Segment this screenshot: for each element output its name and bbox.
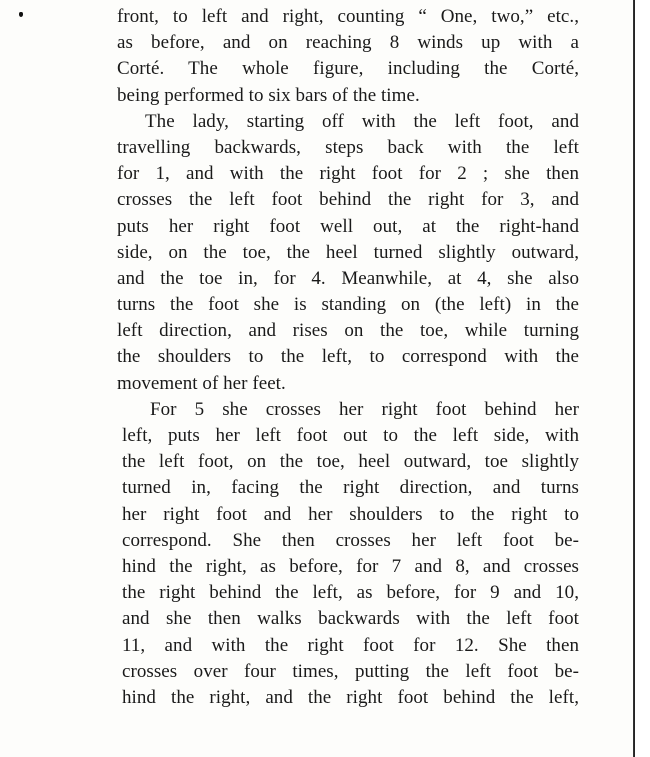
text-line: side, on the toe, the heel turned slightly outward, <box>117 241 579 263</box>
text-line: correspond. She then crosses her left foot be- <box>122 529 579 551</box>
paragraph-2 <box>117 109 579 397</box>
text-line: 11, and with the right foot for 12. She then <box>122 634 579 656</box>
text-line: her right foot and her shoulders to the right to <box>122 503 579 525</box>
text-line: hind the right, and the right foot behind the left, <box>122 686 579 708</box>
text-line: for 1, and with the right foot for 2 ; she then <box>117 163 579 185</box>
text-line: The lady, starting off with the left foot, and <box>145 110 579 132</box>
text-line: left, puts her left foot out to the left side, with <box>122 425 579 446</box>
text-line: the right behind the left, as before, for 9 and 10, <box>122 582 579 604</box>
text-line: crosses over four times, putting the left foot be- <box>122 660 579 682</box>
text-line: left direction, and rises on the toe, while turning <box>117 320 579 342</box>
text-line: and the toe in, for 4. Meanwhile, at 4, she also <box>117 267 579 289</box>
text-line: being performed to six bars of the time. <box>117 84 420 106</box>
text-line: crosses the left foot behind the right for 3, and <box>117 189 579 211</box>
text-line: hind the right, as before, for 7 and 8, and crosses <box>122 555 579 577</box>
text-line: puts her right foot well out, at the right-hand <box>117 215 579 237</box>
text-line: turned in, facing the right direction, and turns <box>122 477 579 499</box>
paragraph-1 <box>117 4 579 109</box>
text-line: turns the foot she is standing on (the left) in the <box>117 294 579 316</box>
text-line: Corté. The whole figure, including the Corté, <box>117 58 579 80</box>
ink-speck <box>19 12 23 17</box>
text-line: the shoulders to the left, to correspond with the <box>117 346 579 368</box>
text-line: as before, and on reaching 8 winds up with a <box>117 32 579 54</box>
text-line: and she then walks backwards with the left foot <box>122 608 579 630</box>
text-line: front, to left and right, counting “ One, two,” etc., <box>117 6 579 27</box>
text-line: movement of her feet. <box>117 372 286 394</box>
paragraph-3 <box>117 397 579 711</box>
text-line: the left foot, on the toe, heel outward, toe slightly <box>122 451 579 473</box>
body-text <box>117 4 579 711</box>
text-line: For 5 she crosses her right foot behind her <box>150 398 579 420</box>
page-margin-strip <box>635 0 650 757</box>
text-line: travelling backwards, steps back with the left <box>117 136 579 158</box>
